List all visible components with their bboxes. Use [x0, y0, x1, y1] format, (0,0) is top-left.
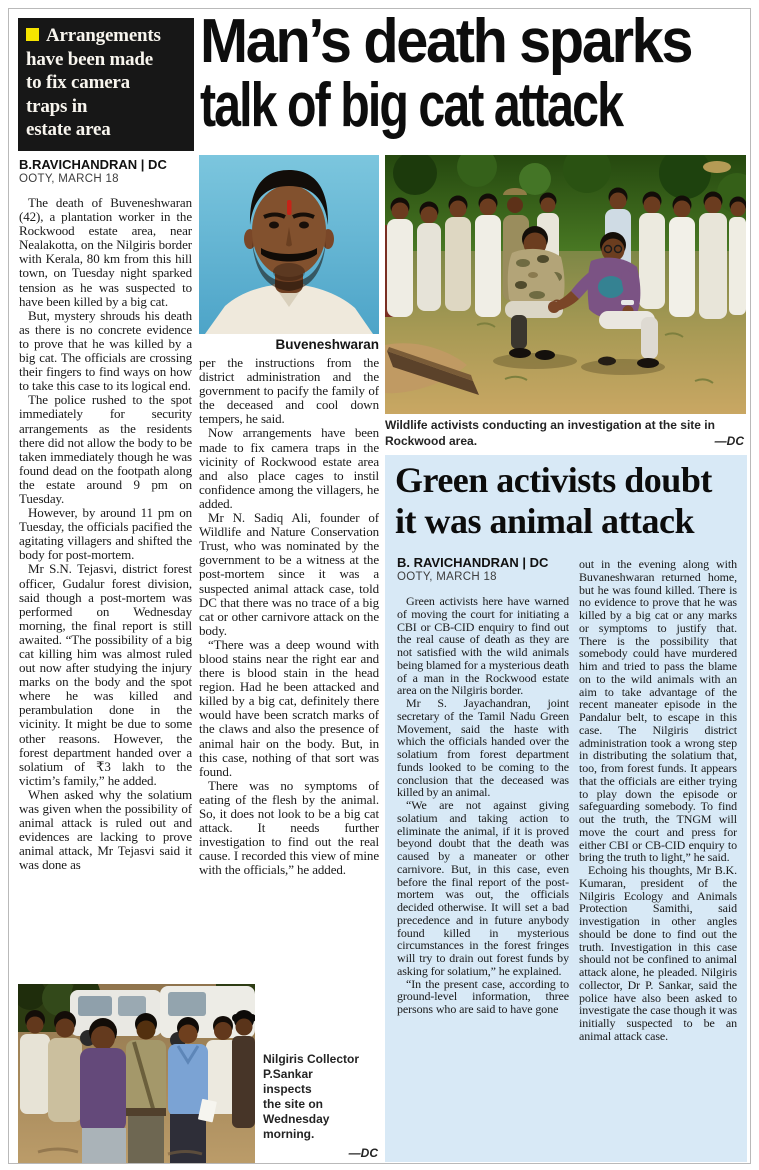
paragraph: “In the present case, according to ground-level information, three persons who are said to have gone	[397, 976, 569, 1016]
article1-byline: B.RAVICHANDRAN | DC	[19, 157, 167, 172]
article1-dateline: OOTY, MARCH 18	[19, 173, 119, 185]
highlight-bullet-icon	[26, 28, 39, 41]
article1-byline-block	[19, 157, 167, 186]
paragraph: The police rushed to the spot immediately for security arrangements as the residents there did not allow the body to be taken immediately though he was found dead on the footpath along the estate around 9 pm on Tuesday.	[19, 392, 192, 506]
bottom-photo-caption-lines	[263, 1052, 378, 1142]
bottom-photo-credit: —DC	[348, 1146, 378, 1160]
text-line: Wednesday	[263, 1112, 330, 1126]
text-line: inspects	[263, 1082, 312, 1096]
paragraph: Green activists here have warned of moving the court for initiating a CBI or CB-CID enquiry to find out the real cause of death as they are not satisfied with the wild animals being blamed for a mysterious death of a man in the Rockwood estate area on the Nilgiris border.	[397, 595, 569, 698]
paragraph: Mr S.N. Tejasvi, district forest officer, Gudalur forest division, said though a post-mortem was performed on Wednesday morning, the final report is still awaited. “The possibility of a big cat killing him was almost ruled out now after studying the injury marks on the body and the spot where he was killed and perambulation done in the vicinity. It might be due to some other reasons. However, the forest department handed over a solatium of ₹3 lakh to the victim’s family,” he added.	[19, 561, 192, 788]
article2-byline: B. RAVICHANDRAN | DC	[397, 555, 549, 570]
text-line: morning.	[263, 1127, 315, 1141]
paragraph: There was no symptoms of eating of the flesh by the animal. So, it does not look to be a big cat attack. It needs further investigation to find out the real cause. I recorded this view of mine with the officials,” he added.	[199, 777, 379, 878]
investigation-illustration	[385, 155, 746, 414]
paragraph: Mr N. Sadiq Ali, founder of Wildlife and Nature Conservation Trust, who was nominated by the government to be a witness at the post-mortem since it was a suspected animal attack case, told DC that there was no trace of a big cat or other carnivore attack on the body.	[199, 510, 379, 638]
text-line: P.Sankar	[263, 1067, 313, 1081]
paragraph: Now arrangements have been made to fix camera traps in the vicinity of Rockwood estate area and also place cages to instil confidence among the villagers, he added.	[199, 425, 379, 511]
article2-column-2	[579, 558, 737, 1152]
photo-buveneshwaran-portrait	[199, 155, 379, 334]
text-line: Arrangements	[26, 24, 186, 48]
photo-collector-inspection	[18, 984, 255, 1163]
paragraph: The death of Buveneshwaran (42), a plantation worker in the Rockwood estate area, near Nealakotta, on the Nilgiris border with Kerala, 80 km from this hill town, on Tuesday night sparked tension as he was suspected to have been killed by a big cat.	[19, 196, 192, 309]
text-line: Nilgiris Collector	[263, 1052, 360, 1066]
article1-column-1	[19, 196, 192, 979]
lead-photo-caption-text: Wildlife activists conducting an investigation at the site in Rockwood area.	[385, 418, 715, 448]
text-line: traps in	[26, 95, 88, 117]
text-line: the site on	[263, 1097, 324, 1111]
text-line: have been made	[26, 48, 154, 70]
text-line: it was animal attack	[395, 501, 694, 541]
paragraph: Echoing his thoughts, Mr B.K. Kumaran, president of the Nilgiris Ecology and Animals Protection Samithi, said investigation in other angles should be done to find out the truth. Investigation in this case should not be confined to animal attack alone, he pleaded. Nilgiris collector, Dr P. Sankar, said the police have also been asked to investigate the case though it was initially suspected to be an animal attack case.	[579, 863, 737, 1043]
paragraph: per the instructions from the district administration and the government to pacify the family of the deceased and cool down tempers, he said.	[199, 356, 379, 427]
text-line: Man’s death sparks	[200, 7, 692, 76]
paragraph: However, by around 11 pm on Tuesday, the officials pacified the agitating villagers and shifted the body for post-mortem.	[19, 505, 192, 563]
paragraph: But, mystery shrouds his death as there is no concrete evidence to prove that he was killed by a big cat. The officials are crossing their fingers to find ways on how to take this case to its logical end.	[19, 307, 192, 394]
article2-dateline: OOTY, MARCH 18	[397, 571, 497, 583]
text-line: Green activists doubt	[395, 460, 712, 500]
article1-headline	[200, 7, 756, 140]
paragraph: “We are not against giving solatium and taking action to eliminate the animal, if it is proved beyond doubt that the death was caused by a maneater or other carnivore. But, in this case, even before the final report of the post-mortem was out, the officials decided otherwise. It will set a bad precedence and in future anybody found killed in mysterious circumstances in the forest fringes will try to drain out forest funds by asking for solatium,” he explained.	[397, 798, 569, 978]
paragraph: out in the evening along with Buvaneshwaran returned home, but he was found killed. There is no evidence to prove that he was killed by a big cat or any marks or symptoms to justify that. There is the possibility that somebody could have murdered him and tried to pass the blame on to the wild animals with an aim to take advantage of the recent maneater episode in the Pandalur belt, to escape in this case. The Nilgiris district administration took a wrong step in distributing the solatium that, too, from forest funds. It appears that the officials are either trying to play down the episode or safeguarding somebody. To find out the truth, the TNGM will move the court and press for either CBI or CB-CID enquiry to bring the truth to light,” he said.	[579, 558, 737, 865]
article2-panel	[385, 455, 747, 1162]
portrait-caption: Buveneshwaran	[275, 337, 379, 352]
portrait-illustration	[199, 155, 379, 334]
article2-byline-block	[397, 555, 548, 584]
collector-illustration	[18, 984, 255, 1163]
article1-column-2	[199, 356, 379, 959]
paragraph: “There was a deep wound with blood stains near the right ear and there is blood stain in the head region. Had he been attacked and killed by a big cat, definitely there would have been scratch marks of the claws and also the presence of animal hair on the body. But, in this case, nothing of that sort was found.	[199, 636, 379, 779]
paragraph: Mr S. Jayachandran, joint secretary of the Tamil Nadu Green Movement, said the haste with which the officials handed over the solatium from forest department funds looked to be coming to the conclusion that the deceased was killed by an animal.	[397, 696, 569, 800]
text-line: to fix camera	[26, 72, 130, 93]
bottom-photo-caption	[263, 1052, 378, 1161]
photo-investigation-site	[385, 155, 746, 414]
article2-headline	[395, 460, 743, 542]
text-line: estate area	[26, 119, 111, 140]
lead-photo-caption	[385, 418, 746, 451]
text-line: talk of big cat attack	[200, 71, 623, 140]
article2-column-1	[397, 595, 569, 1151]
teaser-box	[18, 18, 194, 151]
lead-photo-credit: —DC	[714, 433, 744, 448]
paragraph: When asked why the solatium was given when the possibility of animal attack is ruled out and evidences are lacking to prove animal attack, Mr Tejasvi said it was done as	[19, 786, 192, 873]
